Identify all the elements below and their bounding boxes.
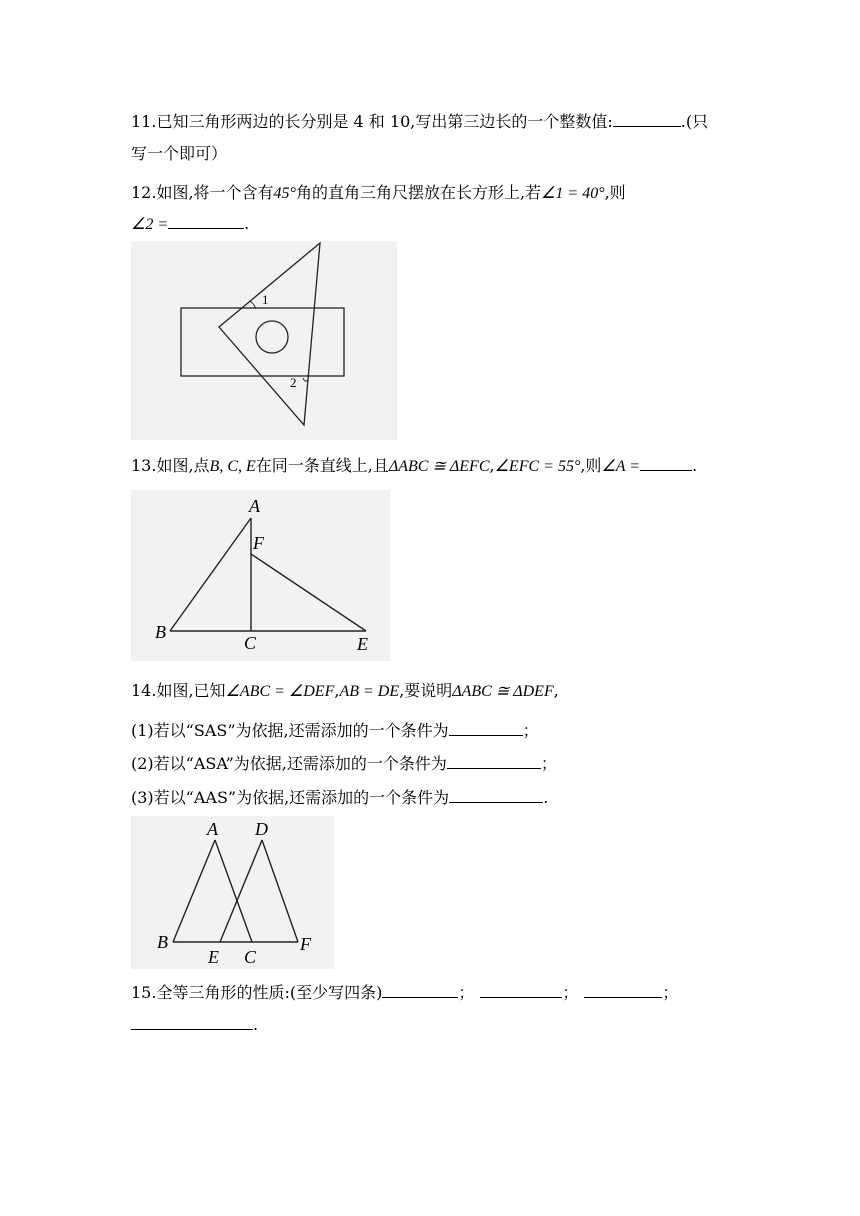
q13-ask: ∠A =	[601, 458, 641, 475]
rectangle-shape	[181, 308, 344, 376]
line-ED	[220, 840, 262, 942]
question-11-text: 11.已知三角形两边的长分别是 4 和 10,写出第三边长的一个整数值:	[131, 112, 613, 131]
angle-2-label: 2	[290, 375, 297, 390]
circle-hole	[256, 321, 288, 353]
angle-1-label: 1	[262, 292, 269, 307]
q13-angle-given: ∠EFC = 55°	[494, 458, 581, 475]
line-AC	[215, 840, 252, 942]
q13-answer-blank[interactable]	[640, 456, 692, 471]
q14-side-equal: AB = DE	[339, 683, 400, 700]
q15-blank-4[interactable]	[131, 1015, 253, 1030]
label-F: F	[300, 934, 311, 954]
q14-sub1-blank[interactable]	[449, 721, 523, 736]
triangle-ruler	[219, 243, 320, 425]
q13-congruence: ΔABC ≅ ΔEFC	[388, 458, 490, 475]
question-15-line-2	[131, 1015, 258, 1035]
q12-angle1-given: ∠1 = 40°	[541, 185, 605, 202]
angle-2-arc	[303, 378, 308, 381]
question-14-intro	[131, 681, 559, 702]
q14-text-g: ,	[553, 681, 559, 700]
line-BA	[173, 840, 215, 942]
q14-sub2-end: ；	[540, 754, 557, 773]
q14-sub3-text: (3)若以“AAS”为依据,还需添加的一个条件为	[131, 788, 450, 807]
q14-sub3-blank[interactable]	[449, 788, 543, 803]
q15-blank-3[interactable]	[584, 983, 662, 998]
label-C: C	[244, 633, 257, 653]
q15-blank-1[interactable]	[382, 983, 458, 998]
line-DF	[262, 840, 298, 942]
q14-sub2-blank[interactable]	[447, 754, 541, 769]
q14-sub3-end: .	[543, 788, 549, 807]
label-A: A	[207, 819, 218, 839]
label-A: A	[249, 496, 260, 516]
figure-12-drawing	[131, 241, 397, 440]
q13-text-d: ,则	[580, 456, 602, 475]
q13-text-b: 在同一条直线上,且	[255, 456, 389, 475]
q14-sub1-end: ；	[522, 721, 539, 740]
question-14-sub-2	[131, 754, 557, 774]
q15-sep-1: ；	[458, 983, 475, 1002]
q12-end: .	[244, 214, 250, 233]
label-B: B	[155, 622, 166, 642]
question-11-line-1	[131, 112, 708, 132]
q13-end: .	[692, 456, 698, 475]
q15-blank-2[interactable]	[480, 983, 562, 998]
q14-sub2-text: (2)若以“ASA”为依据,还需添加的一个条件为	[131, 754, 447, 773]
label-B: B	[157, 932, 168, 952]
question-11-line-2	[131, 144, 227, 164]
label-C: C	[244, 947, 257, 967]
label-D: D	[255, 819, 268, 839]
figure-14-drawing	[131, 816, 334, 969]
q13-text-a: 13.如图,点	[131, 456, 210, 475]
q14-text-a: 14.如图,已知	[131, 681, 226, 700]
q14-text-c: ,	[334, 681, 340, 700]
q14-sub1-text: (1)若以“SAS”为依据,还需添加的一个条件为	[131, 721, 449, 740]
figure-12	[131, 241, 397, 440]
q12-answer-blank[interactable]	[168, 214, 244, 229]
label-E: E	[208, 947, 219, 967]
q14-angle-equal: ∠ABC = ∠DEF	[225, 683, 335, 700]
q13-text-c: ,	[489, 456, 495, 475]
label-E: E	[357, 634, 368, 654]
question-13-line	[131, 456, 697, 477]
q14-text-e: ,要说明	[399, 681, 453, 700]
q15-text: 15.全等三角形的性质:(至少写四条)	[131, 983, 383, 1002]
question-11-tail: .(只	[680, 112, 709, 131]
question-14-sub-3	[131, 788, 548, 808]
q15-sep-2: ；	[562, 983, 579, 1002]
question-15-line-1	[131, 983, 678, 1003]
q12-text-c: 角的直角三角尺摆放在长方形上,若	[295, 183, 542, 202]
question-12-line-1	[131, 183, 626, 204]
question-14-sub-1	[131, 721, 539, 741]
q11-answer-blank[interactable]	[613, 112, 681, 127]
line-BA	[170, 518, 251, 631]
q12-text-e: ,则	[604, 183, 626, 202]
q13-points: B, C, E	[209, 458, 256, 475]
q12-angle-45: 45°	[273, 185, 296, 202]
q15-end: .	[253, 1015, 259, 1034]
label-F: F	[253, 533, 264, 553]
figure-13-drawing	[131, 490, 390, 661]
line-FE	[251, 554, 366, 631]
figure-13	[131, 490, 390, 661]
question-11-note: 写一个即可）	[131, 144, 228, 163]
q14-congruence: ΔABC ≅ ΔDEF	[452, 683, 554, 700]
question-12-line-2	[131, 214, 249, 235]
q15-sep-3: ；	[662, 983, 679, 1002]
figure-14	[131, 816, 334, 969]
q12-angle2-ask: ∠2 =	[131, 216, 169, 233]
q12-text-a: 12.如图,将一个含有	[131, 183, 274, 202]
